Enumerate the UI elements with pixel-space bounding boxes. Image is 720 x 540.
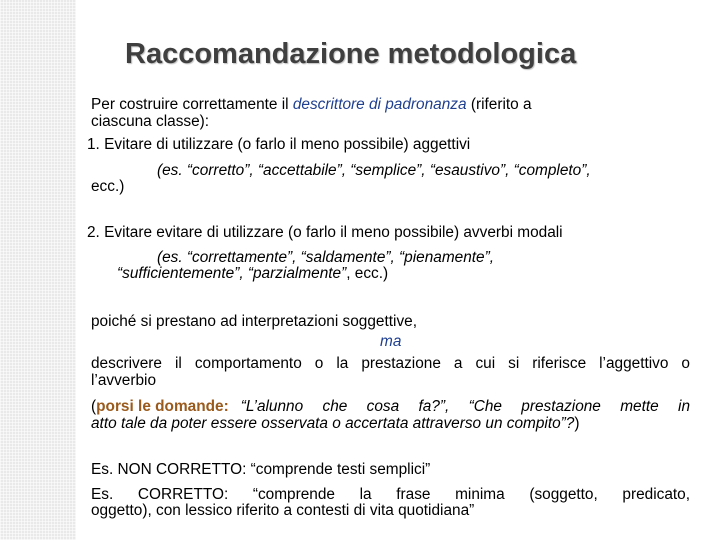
reason-line-4: l’avverbio — [91, 372, 157, 389]
item-1-examples-line-2: ecc.) — [91, 178, 125, 195]
example-right-line-2: oggetto), con lessico riferito a contesti di vita quotidiana” — [91, 502, 475, 519]
reason-ma: ma — [380, 333, 402, 350]
open-paren: ( — [91, 398, 97, 415]
item-2-examples-line-2 — [117, 265, 388, 282]
intro-line-1 — [91, 96, 532, 113]
slide-title: Raccomandazione metodologica — [125, 38, 577, 70]
close-paren: ) — [574, 415, 580, 432]
item-1-text: 1. Evitare di utilizzare (o farlo il meno possibile) aggettivi — [87, 136, 471, 153]
example-right-text: Es. CORRETTO: “comprende la frase minima (soggetto, predicato, — [91, 486, 690, 503]
reason-questions: “L’alunno che cosa fa?”, “Che prestazione mette in — [240, 398, 690, 415]
reason-questions-lead — [91, 398, 229, 415]
item-2-examples-line-1: (es. “correttamente”, “saldamente”, “pienamente”, — [157, 249, 495, 266]
reason-line-1: poiché si prestano ad interpretazioni soggettive, — [91, 313, 417, 330]
reason-line-3: descrivere il comportamento o la prestazione a cui si riferisce l’aggettivo o — [91, 355, 690, 372]
intro-line-2: ciascuna classe): — [91, 113, 210, 130]
reason-line-6-italic: atto tale da poter essere osservata o accertata attraverso un compito”? — [91, 415, 575, 432]
intro-text-post: (riferito a — [466, 96, 532, 113]
porsi-domande-highlight: porsi le domande: — [96, 398, 229, 415]
item-1-examples-line-1: (es. “corretto”, “accettabile”, “semplice”, “esaustivo”, “completo”, — [157, 162, 591, 179]
intro-text-pre: Per costruire correttamente il — [91, 96, 293, 113]
descrittore-highlight: descrittore di padronanza — [292, 96, 467, 113]
example-right-line-1 — [91, 486, 690, 503]
reason-line-5 — [91, 398, 690, 415]
item-2-ecc: , ecc.) — [346, 265, 389, 282]
side-texture — [0, 0, 76, 540]
item-2-adverbs: “sufficientemente”, “parzialmente” — [117, 265, 347, 282]
item-2-text: 2. Evitare evitare di utilizzare (o farlo il meno possibile) avverbi modali — [87, 224, 563, 241]
reason-line-6 — [91, 415, 580, 432]
example-wrong: Es. NON CORRETTO: “comprende testi semplici” — [91, 461, 431, 478]
